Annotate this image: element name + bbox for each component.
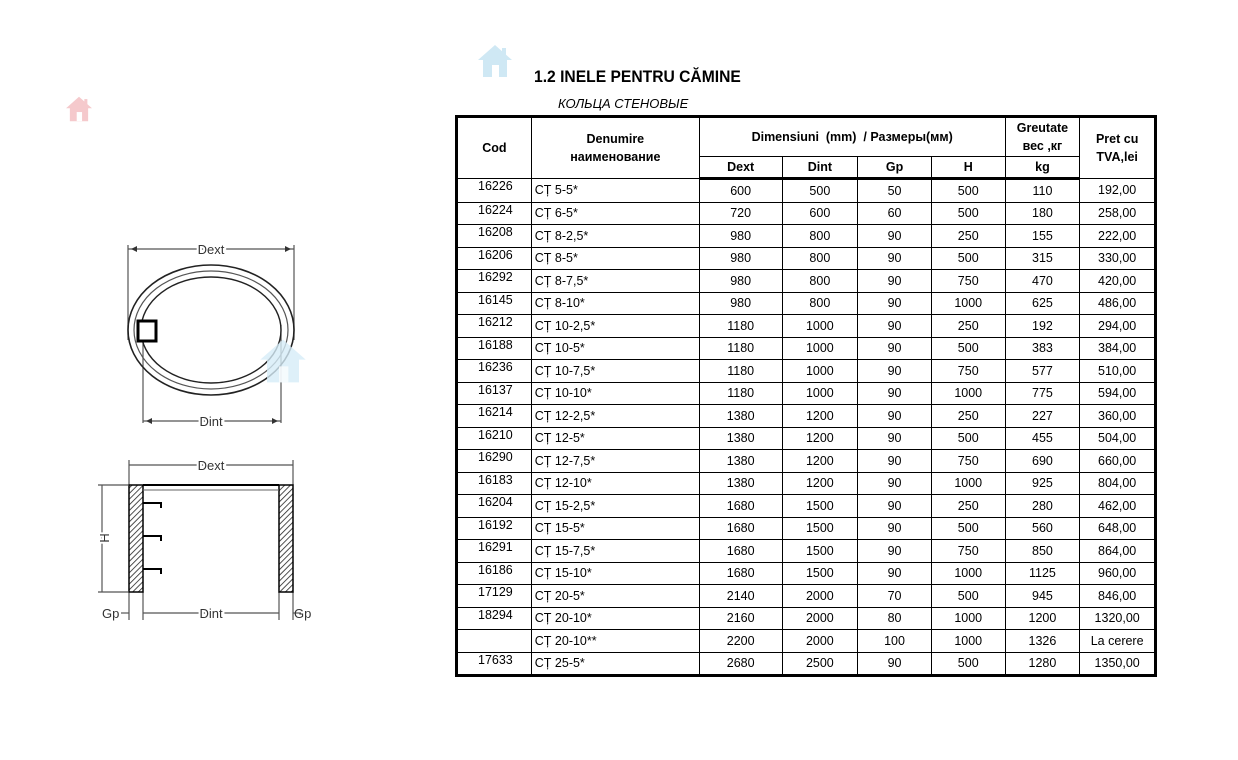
cell-name: CȚ 15-2,5* [531,495,699,518]
cell-dext: 600 [699,179,782,203]
cell-kg: 110 [1005,179,1080,203]
top-view-dext-label: Dext [197,242,225,257]
cell-dext: 2160 [699,607,782,630]
cell-h: 1000 [931,382,1005,405]
cell-kg: 945 [1005,585,1080,608]
header-greutate-ro: Greutate [1016,120,1069,135]
header-cod: Cod [457,117,532,179]
cell-dext: 1380 [699,405,782,428]
cell-name: CȚ 10-7,5* [531,360,699,383]
cell-price: 360,00 [1080,405,1156,428]
table-row [457,427,1156,450]
table-row [457,382,1156,405]
page-title: 1.2 INELE PENTRU CĂMINE [534,67,741,86]
cell-dext: 1680 [699,517,782,540]
cell-h: 250 [931,315,1005,338]
cell-dint: 1200 [782,427,858,450]
header-h: H [931,157,1005,179]
cell-h: 750 [931,360,1005,383]
cell-name: CȚ 12-2,5* [531,405,699,428]
cell-dext: 2680 [699,652,782,676]
cell-price: 294,00 [1080,315,1156,338]
cell-h: 750 [931,450,1005,473]
cell-dext: 980 [699,247,782,270]
cell-cod: 16208 [457,225,532,248]
table-row [457,225,1156,248]
header-denumire [531,117,699,179]
cell-dint: 1000 [782,337,858,360]
cell-name: CȚ 10-5* [531,337,699,360]
cell-dext: 2140 [699,585,782,608]
cell-price: 864,00 [1080,540,1156,563]
cell-dint: 2000 [782,607,858,630]
cell-price: 648,00 [1080,517,1156,540]
cell-dint: 500 [782,179,858,203]
cell-price: 486,00 [1080,292,1156,315]
header-denumire-ro: Denumire [586,131,645,146]
cell-kg: 925 [1005,472,1080,495]
cell-kg: 383 [1005,337,1080,360]
cell-dext: 1180 [699,337,782,360]
cell-name: CȚ 15-7,5* [531,540,699,563]
cell-gp: 50 [858,179,932,203]
side-view-dext-label: Dext [197,458,225,473]
cell-gp: 90 [858,517,932,540]
cell-cod: 16186 [457,562,532,585]
cell-dint: 800 [782,247,858,270]
cell-dint: 600 [782,202,858,225]
cell-cod: 16226 [457,179,532,203]
page-subtitle: КОЛЬЦА СТЕНОВЫЕ [558,96,689,111]
cell-gp: 90 [858,405,932,428]
cell-dint: 1500 [782,540,858,563]
cell-kg: 155 [1005,225,1080,248]
cell-dext: 980 [699,292,782,315]
cell-price: 420,00 [1080,270,1156,293]
cell-price: La cerere [1080,630,1156,653]
cell-dint: 1000 [782,360,858,383]
cell-cod: 16291 [457,540,532,563]
cell-name: CȚ 8-10* [531,292,699,315]
cell-price: 660,00 [1080,450,1156,473]
cell-gp: 90 [858,562,932,585]
cell-h: 1000 [931,562,1005,585]
cell-gp: 90 [858,540,932,563]
cell-gp: 90 [858,337,932,360]
cell-price: 192,00 [1080,179,1156,203]
header-pret-line1: Pret cu [1095,131,1139,146]
cell-gp: 90 [858,652,932,676]
cell-price: 804,00 [1080,472,1156,495]
cell-kg: 470 [1005,270,1080,293]
cell-cod: 16204 [457,495,532,518]
cell-h: 750 [931,540,1005,563]
cell-cod: 16214 [457,405,532,428]
cell-price: 960,00 [1080,562,1156,585]
table-row [457,562,1156,585]
cell-dint: 1200 [782,405,858,428]
table-row [457,585,1156,608]
cell-cod: 16137 [457,382,532,405]
cell-h: 500 [931,202,1005,225]
cell-cod: 16212 [457,315,532,338]
cell-dint: 2000 [782,585,858,608]
cell-dext: 2200 [699,630,782,653]
table-row [457,315,1156,338]
side-view-h-label: H [97,533,112,543]
cell-price: 1350,00 [1080,652,1156,676]
cell-gp: 90 [858,450,932,473]
cell-dint: 1200 [782,472,858,495]
table-row [457,360,1156,383]
cell-gp: 70 [858,585,932,608]
table-row [457,472,1156,495]
table-row [457,292,1156,315]
cell-h: 250 [931,225,1005,248]
cell-h: 1000 [931,607,1005,630]
cell-gp: 90 [858,495,932,518]
cell-h: 250 [931,405,1005,428]
cell-dext: 1680 [699,495,782,518]
ring-side-view-drawing [88,455,328,635]
cell-gp: 90 [858,292,932,315]
cell-price: 258,00 [1080,202,1156,225]
cell-kg: 315 [1005,247,1080,270]
house-watermark-icon [474,42,516,80]
table-row [457,337,1156,360]
cell-kg: 560 [1005,517,1080,540]
cell-name: CȚ 10-2,5* [531,315,699,338]
cell-price: 846,00 [1080,585,1156,608]
cell-gp: 90 [858,247,932,270]
header-dimensiuni: Dimensiuni (mm) / Размеры(мм) [699,117,1005,157]
cell-price: 1320,00 [1080,607,1156,630]
cell-h: 1000 [931,472,1005,495]
house-watermark-icon [255,335,311,387]
cell-dext: 1380 [699,472,782,495]
cell-h: 500 [931,247,1005,270]
header-gp: Gp [858,157,932,179]
cell-dext: 1380 [699,450,782,473]
cell-h: 500 [931,652,1005,676]
cell-name: CȚ 15-10* [531,562,699,585]
cell-kg: 180 [1005,202,1080,225]
cell-name: CȚ 20-10* [531,607,699,630]
cell-h: 500 [931,179,1005,203]
cell-kg: 850 [1005,540,1080,563]
table-row [457,405,1156,428]
header-pret-line2: TVA,lei [1096,150,1138,164]
cell-h: 500 [931,337,1005,360]
cell-gp: 90 [858,382,932,405]
table-row [457,270,1156,293]
cell-gp: 90 [858,315,932,338]
cell-name: CȚ 12-10* [531,472,699,495]
cell-dint: 800 [782,292,858,315]
cell-kg: 775 [1005,382,1080,405]
table-row [457,517,1156,540]
header-dext: Dext [699,157,782,179]
cell-gp: 80 [858,607,932,630]
cell-dext: 1180 [699,382,782,405]
cell-dint: 1000 [782,382,858,405]
header-pret [1080,117,1156,179]
cell-cod: 16206 [457,247,532,270]
side-view-gp-left-label: Gp [102,606,120,621]
side-view-gp-right-label: Gp [294,606,312,621]
cell-h: 500 [931,427,1005,450]
cell-name: CȚ 15-5* [531,517,699,540]
cell-kg: 1200 [1005,607,1080,630]
cell-cod: 16192 [457,517,532,540]
side-view-dint-label: Dint [199,606,223,621]
cell-price: 222,00 [1080,225,1156,248]
cell-name: CȚ 20-10** [531,630,699,653]
cell-kg: 455 [1005,427,1080,450]
cell-name: CȚ 8-5* [531,247,699,270]
cell-cod: 16292 [457,270,532,293]
cell-name: CȚ 25-5* [531,652,699,676]
header-denumire-ru: наименование [570,150,661,164]
table-row [457,495,1156,518]
cell-gp: 60 [858,202,932,225]
cell-h: 1000 [931,630,1005,653]
cell-h: 1000 [931,292,1005,315]
cell-gp: 90 [858,360,932,383]
table-row [457,202,1156,225]
cell-gp: 90 [858,472,932,495]
header-greutate-ru: вес ,кг [1022,139,1063,153]
cell-kg: 577 [1005,360,1080,383]
cell-gp: 90 [858,225,932,248]
cell-name: CȚ 10-10* [531,382,699,405]
table-row [457,450,1156,473]
cell-dint: 1500 [782,495,858,518]
cell-gp: 90 [858,270,932,293]
cell-kg: 280 [1005,495,1080,518]
cell-kg: 690 [1005,450,1080,473]
cell-price: 510,00 [1080,360,1156,383]
cell-dext: 1180 [699,315,782,338]
table-header-row [457,117,1156,157]
cell-kg: 1125 [1005,562,1080,585]
cell-dint: 1000 [782,315,858,338]
cell-name: CȚ 6-5* [531,202,699,225]
cell-kg: 192 [1005,315,1080,338]
cell-dext: 1680 [699,562,782,585]
cell-name: CȚ 20-5* [531,585,699,608]
cell-price: 462,00 [1080,495,1156,518]
cell-h: 750 [931,270,1005,293]
table-row [457,652,1156,676]
header-dint: Dint [782,157,858,179]
header-greutate [1005,117,1080,157]
cell-kg: 1326 [1005,630,1080,653]
cell-gp: 90 [858,427,932,450]
table-row [457,247,1156,270]
cell-cod: 17633 [457,652,532,676]
cell-cod: 18294 [457,607,532,630]
cell-cod: 17129 [457,585,532,608]
table-row [457,607,1156,630]
cell-h: 500 [931,517,1005,540]
cell-dext: 720 [699,202,782,225]
table-row [457,540,1156,563]
header-kg: kg [1005,157,1080,179]
table-row [457,179,1156,203]
house-watermark-icon [63,94,95,124]
cell-price: 594,00 [1080,382,1156,405]
cell-cod: 16210 [457,427,532,450]
cell-cod [457,630,532,653]
cell-cod: 16183 [457,472,532,495]
cell-cod: 16145 [457,292,532,315]
spec-table [455,115,1157,677]
cell-price: 384,00 [1080,337,1156,360]
cell-dint: 1500 [782,517,858,540]
cell-name: CȚ 12-5* [531,427,699,450]
top-view-dint-label: Dint [199,414,223,429]
cell-dext: 980 [699,225,782,248]
cell-name: CȚ 12-7,5* [531,450,699,473]
cell-price: 330,00 [1080,247,1156,270]
cell-dint: 800 [782,270,858,293]
cell-price: 504,00 [1080,427,1156,450]
cell-cod: 16188 [457,337,532,360]
cell-dint: 2500 [782,652,858,676]
cell-cod: 16236 [457,360,532,383]
cell-cod: 16290 [457,450,532,473]
cell-dint: 1500 [782,562,858,585]
table-row [457,630,1156,653]
cell-name: CȚ 5-5* [531,179,699,203]
cell-dint: 1200 [782,450,858,473]
cell-kg: 1280 [1005,652,1080,676]
cell-kg: 625 [1005,292,1080,315]
cell-dint: 2000 [782,630,858,653]
cell-dext: 1380 [699,427,782,450]
cell-gp: 100 [858,630,932,653]
cell-h: 500 [931,585,1005,608]
cell-dint: 800 [782,225,858,248]
cell-dext: 1180 [699,360,782,383]
cell-cod: 16224 [457,202,532,225]
cell-name: CȚ 8-2,5* [531,225,699,248]
cell-kg: 227 [1005,405,1080,428]
cell-h: 250 [931,495,1005,518]
cell-name: CȚ 8-7,5* [531,270,699,293]
cell-dext: 980 [699,270,782,293]
cell-dext: 1680 [699,540,782,563]
